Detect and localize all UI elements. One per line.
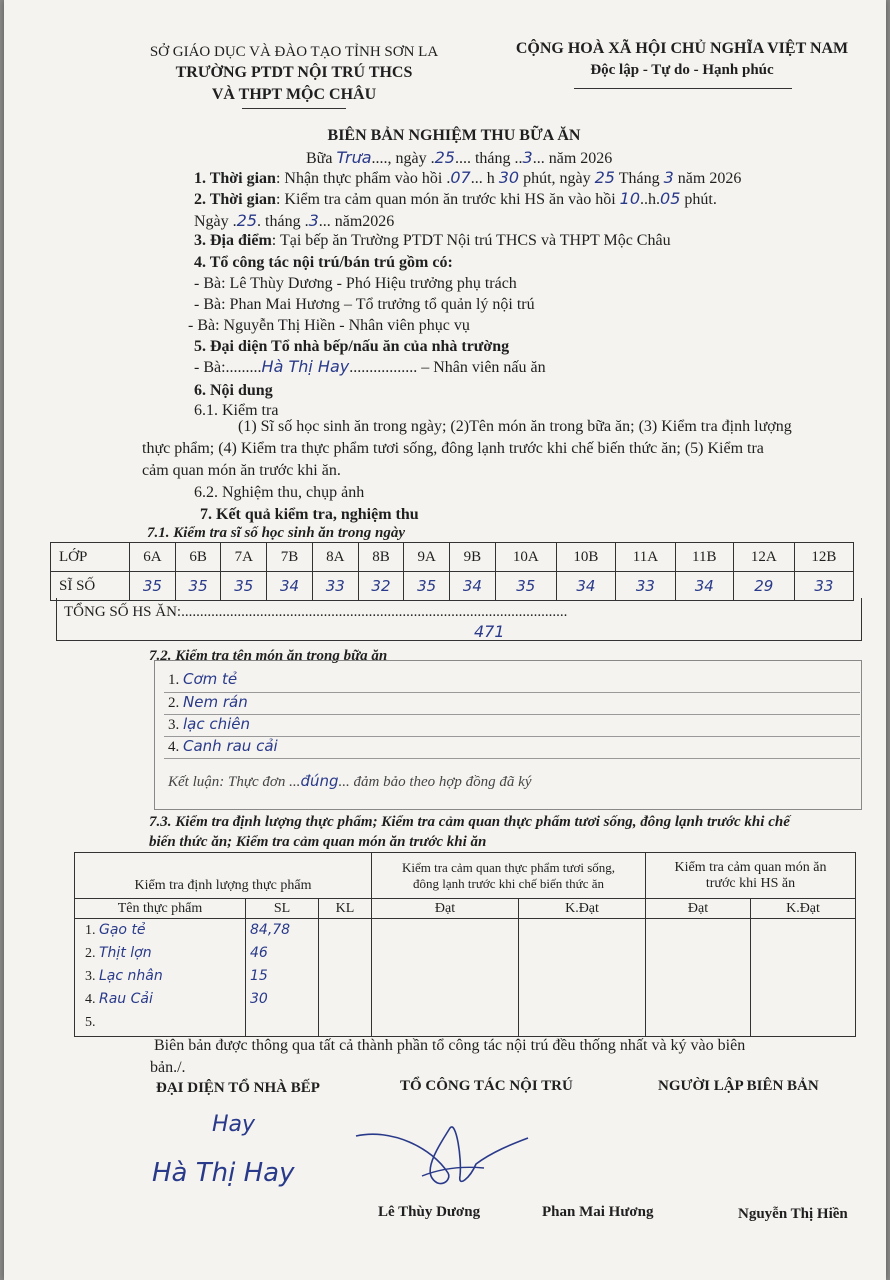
sig-heading-kitchen: ĐẠI DIỆN TỔ NHÀ BẾP: [156, 1080, 320, 1096]
class-cell: 9A: [404, 543, 450, 572]
food-name-cell: [75, 919, 246, 1037]
count-cell: 29: [733, 572, 794, 601]
header-right-nation: CỘNG HOÀ XÃ HỘI CHỦ NGHĨA VIỆT NAM: [515, 40, 849, 57]
food-item: 1. Gạo tẻ: [85, 922, 146, 938]
section-6-para-3: cảm quan món ăn trước khi ăn.: [142, 462, 341, 479]
dish-rule: [164, 758, 860, 759]
section-4-heading: 4. Tổ công tác nội trú/bán trú gồm có:: [194, 254, 453, 271]
food-item: 3. Lạc nhân: [85, 968, 163, 984]
count-cell: 33: [616, 572, 676, 601]
class-cell: 12A: [733, 543, 794, 572]
food-sl: 84,78: [250, 922, 291, 938]
header-left-school-2: VÀ THPT MỘC CHÂU: [211, 86, 377, 103]
food-dat1-cell: [372, 919, 519, 1037]
section-6-1: 6.1. Kiểm tra: [194, 402, 279, 419]
sig-name-phan-mai-huong: Phan Mai Hương: [542, 1204, 654, 1220]
sig-heading-team: TỔ CÔNG TÁC NỘI TRÚ: [400, 1078, 573, 1094]
col-dat-2: Đạt: [646, 899, 751, 919]
food-rows: [75, 919, 856, 1037]
count-cell: 35: [495, 572, 556, 601]
receive-day: 25: [594, 168, 615, 187]
class-cell: 10A: [495, 543, 556, 572]
count-cell: 33: [794, 572, 853, 601]
section-2: 2. Thời gian: Kiểm tra cảm quan món ăn trước khi HS ăn vào hồi 10..h.05 phút.: [194, 189, 717, 208]
section-6-heading: 6. Nội dung: [194, 382, 273, 399]
member-2: - Bà: Phan Mai Hương – Tổ trưởng tổ quản lý nội trú: [194, 296, 535, 313]
count-cell: 34: [450, 572, 496, 601]
header-left-school: TRƯỜNG PTDT NỘI TRÚ THCS: [175, 64, 413, 81]
count-cell: 34: [556, 572, 615, 601]
signature-kitchen-full: Hà Thị Hay: [152, 1158, 295, 1188]
class-cell: 12B: [794, 543, 853, 572]
header-quantity: Kiểm tra định lượng thực phẩm: [75, 853, 372, 899]
food-kl-cell: [319, 919, 372, 1037]
col-dat-1: Đạt: [372, 899, 519, 919]
table-1-title: 7.1. Kiểm tra sĩ số học sinh ăn trong ngày: [147, 525, 405, 541]
dish-item: 3. lạc chiên: [168, 715, 251, 733]
count-cell: 35: [404, 572, 450, 601]
count-cell: 33: [312, 572, 358, 601]
kitchen-rep-name: Hà Thị Hay: [261, 357, 350, 376]
sig-name-nguyen-thi-hien: Nguyễn Thị Hiền: [738, 1206, 848, 1222]
table-2-title: 7.2. Kiểm tra tên món ăn trong bữa ăn: [149, 648, 388, 664]
count-row-label: SĨ SỐ: [51, 572, 130, 601]
count-cell: 35: [175, 572, 221, 601]
section-6-para-1: (1) Sĩ số học sinh ăn trong ngày; (2)Tên món ăn trong bữa ăn; (3) Kiểm tra định lượng: [238, 418, 792, 435]
inspect-day: 25: [236, 211, 258, 230]
col-kdat-1: K.Đạt: [519, 899, 646, 919]
section-1: 1. Thời gian: Nhận thực phẩm vào hồi .07... h 30 phút, ngày 25 Tháng 3 năm 2026: [194, 168, 742, 187]
table-3-title: 7.3. Kiểm tra định lượng thực phẩm; Kiểm tra cảm quan thực phẩm tươi sống, đông lạnh trước khi chế: [149, 814, 790, 830]
food-kdat2-cell: [751, 919, 856, 1037]
food-sl: 15: [250, 968, 268, 984]
count-cell: 35: [130, 572, 176, 601]
inspect-hour: 10: [619, 189, 641, 208]
class-cell: 6A: [130, 543, 176, 572]
class-cell: 7B: [267, 543, 313, 572]
table-3-title-2: biến thức ăn; Kiểm tra cảm quan món ăn trước khi ăn: [149, 834, 487, 850]
total-value: 471: [474, 622, 505, 641]
sig-name-le-thuy-duong: Lê Thùy Dương: [378, 1204, 481, 1220]
section-7-heading: 7. Kết quả kiểm tra, nghiệm thu: [200, 506, 419, 523]
col-name: Tên thực phẩm: [75, 899, 246, 919]
col-sl: SL: [246, 899, 319, 919]
dish-rule: [164, 714, 860, 715]
section-6-2: 6.2. Nghiệm thu, chụp ảnh: [194, 484, 365, 501]
signature-kitchen-short: Hay: [212, 1112, 256, 1137]
document-page: [4, 0, 886, 1280]
header-fresh: Kiểm tra cảm quan thực phẩm tươi sống, đông lạnh trước khi chế biến thức ăn: [372, 853, 646, 899]
class-cell: 9B: [450, 543, 496, 572]
food-item: 2. Thịt lợn: [85, 945, 152, 961]
dish-item: 2. Nem rán: [168, 693, 248, 711]
section-5-heading: 5. Đại diện Tổ nhà bếp/nấu ăn của nhà trường: [194, 338, 510, 355]
menu-conclusion: Kết luận: Thực đơn ...đúng... đảm bảo theo hợp đồng đã ký: [168, 772, 532, 790]
count-cell: 34: [267, 572, 313, 601]
food-sl-cell: [246, 919, 319, 1037]
dish-rule: [164, 692, 860, 693]
class-cell: 7A: [221, 543, 267, 572]
header-right-underline: [574, 88, 792, 89]
header-left-underline: [242, 108, 346, 109]
dish-item: 1. Cơm tẻ: [168, 670, 238, 688]
closing-text-2: bản./.: [150, 1059, 186, 1076]
food-dat2-cell: [646, 919, 751, 1037]
class-cell: 11B: [675, 543, 733, 572]
col-kl: KL: [319, 899, 372, 919]
class-cell: 8B: [358, 543, 404, 572]
inspect-minute: 05: [660, 189, 681, 208]
col-kdat-2: K.Đạt: [751, 899, 856, 919]
dish-item: 4. Canh rau cải: [168, 737, 278, 755]
count-cell: 35: [221, 572, 267, 601]
food-sl: 46: [250, 945, 268, 961]
total-label: TỔNG SỐ HS ĂN:.......................................................................................................: [64, 604, 568, 620]
meal-line: Bữa Trưa...., ngày .25.... tháng ..3... năm 2026: [306, 148, 613, 167]
meal-value: Trưa: [336, 148, 372, 167]
class-attendance-table: [50, 542, 854, 601]
class-cell: 11A: [616, 543, 676, 572]
class-row-label: LỚP: [51, 543, 130, 572]
meal-day: 25: [434, 148, 455, 167]
food-item: 5.: [85, 1015, 96, 1030]
class-cell: 6B: [175, 543, 221, 572]
section-6-para-2: thực phẩm; (4) Kiểm tra thực phẩm tươi sống, đông lạnh trước khi chế biến thức ăn; (5) Kiểm tra: [142, 440, 764, 457]
header-dish: Kiểm tra cảm quan món ăn trước khi HS ăn: [646, 853, 856, 899]
section-2-date: Ngày .25. tháng .3... năm2026: [194, 211, 395, 230]
meal-month: 3: [522, 148, 533, 167]
kitchen-rep-line: - Bà:.........Hà Thị Hay................. – Nhân viên nấu ăn: [194, 357, 546, 376]
page-title: BIÊN BẢN NGHIỆM THU BỮA ĂN: [327, 127, 581, 144]
member-1: - Bà: Lê Thùy Dương - Phó Hiệu trưởng phụ trách: [194, 275, 517, 292]
member-3: - Bà: Nguyễn Thị Hiền - Nhân viên phục vụ: [188, 317, 470, 334]
count-row: [51, 572, 854, 601]
header-left-dept: SỞ GIÁO DỤC VÀ ĐÀO TẠO TỈNH SƠN LA: [149, 44, 439, 60]
class-row: [51, 543, 854, 572]
food-sl: 30: [250, 991, 268, 1007]
receive-minute: 30: [498, 168, 520, 187]
header-right-motto: Độc lập - Tự do - Hạnh phúc: [590, 62, 774, 78]
food-inspection-table: [74, 852, 856, 1037]
food-kdat1-cell: [519, 919, 646, 1037]
count-cell: 34: [675, 572, 733, 601]
signature-team-leader: [352, 1118, 532, 1198]
conclusion-value: đúng: [300, 772, 339, 790]
food-item: 4. Rau Cải: [85, 991, 153, 1007]
sig-heading-author: NGƯỜI LẬP BIÊN BẢN: [658, 1078, 819, 1094]
class-cell: 8A: [312, 543, 358, 572]
section-3: 3. Địa điểm: Tại bếp ăn Trường PTDT Nội trú THCS và THPT Mộc Châu: [194, 232, 671, 249]
receive-month: 3: [663, 168, 674, 187]
inspect-month: 3: [308, 211, 319, 230]
closing-text: Biên bản được thông qua tất cả thành phần tổ công tác nội trú đều thống nhất và ký vào biên: [154, 1037, 746, 1054]
count-cell: 32: [358, 572, 404, 601]
receive-hour: 07: [450, 168, 471, 187]
class-cell: 10B: [556, 543, 615, 572]
